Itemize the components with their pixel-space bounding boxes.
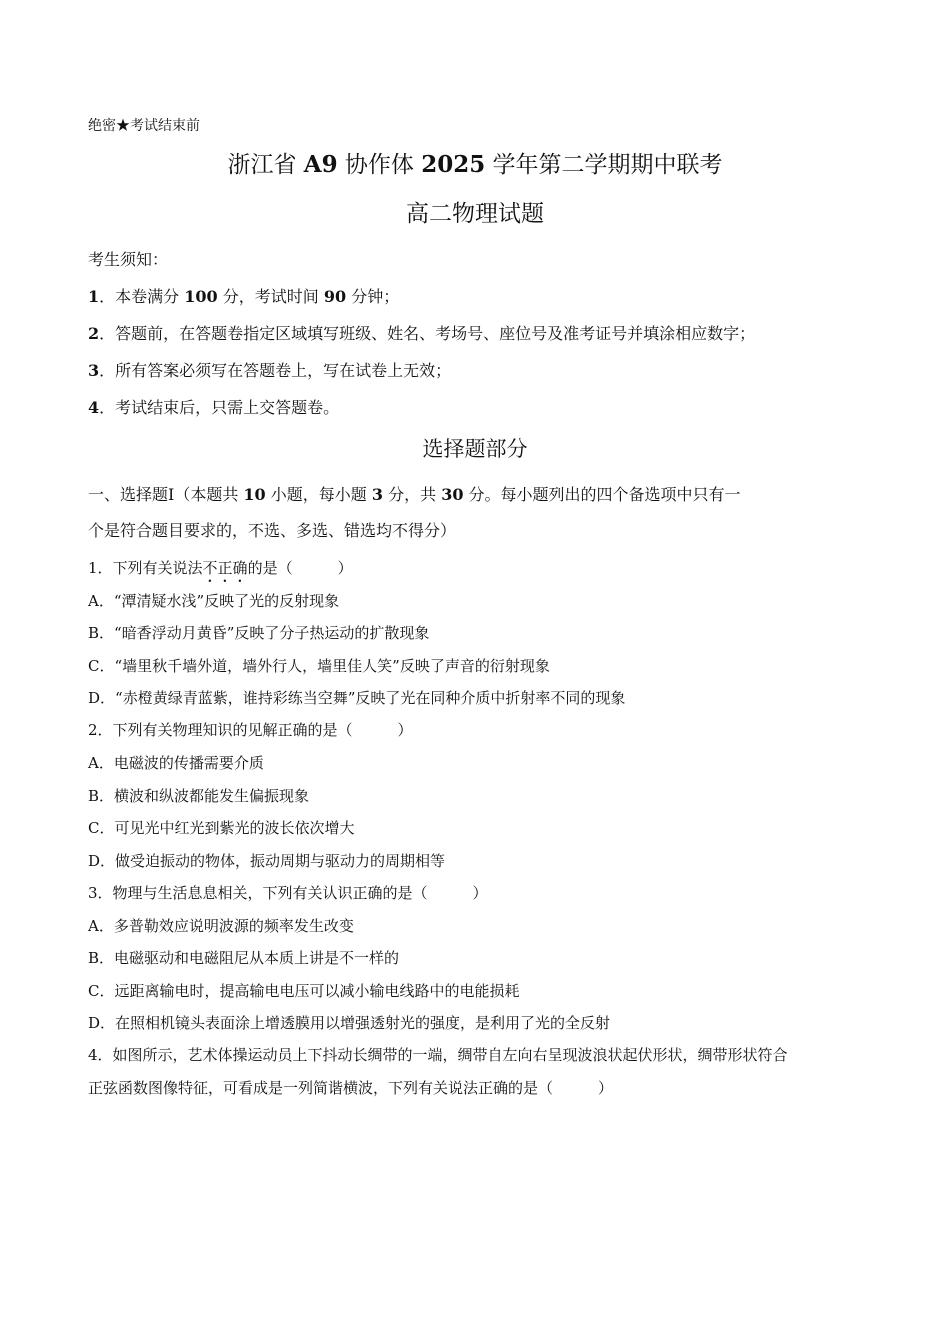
notice-text: 所有答案必须写在答题卷上，写在试卷上无效； xyxy=(115,361,452,380)
notice-sep: ． xyxy=(99,324,116,343)
notice-item-2 xyxy=(88,323,755,345)
notice-time: 90 xyxy=(323,287,347,306)
question-3-stem: 3．物理与生活息息相关，下列有关认识正确的是（ ） xyxy=(88,884,488,902)
notice-heading: 考生须知： xyxy=(88,250,169,269)
intro-text: 分，共 xyxy=(383,485,442,504)
title-prefix: 浙江省 xyxy=(227,152,304,178)
section-intro-line2: 个是符合题目要求的，不选、多选、错选均不得分） xyxy=(88,521,457,540)
question-4-stem-line1: 4．如图所示，艺术体操运动员上下抖动长绸带的一端，绸带自左向右呈现波浪状起伏形状，绸带形状符合 xyxy=(88,1046,788,1064)
notice-item-1 xyxy=(88,286,399,308)
notice-text: 分，考试时间 xyxy=(217,287,324,306)
question-3-option-b: B．电磁驱动和电磁阻尼从本质上讲是不一样的 xyxy=(88,949,400,967)
title-suffix: 学年第二学期期中联考 xyxy=(485,152,723,178)
stem-text: 的是（ ） xyxy=(247,559,353,577)
question-2-stem: 2．下列有关物理知识的见解正确的是（ ） xyxy=(88,721,413,739)
question-2-option-a: A．电磁波的传播需要介质 xyxy=(88,754,264,772)
intro-points: 3 xyxy=(371,485,384,504)
intro-text: 分。每小题列出的四个备选项中只有一 xyxy=(463,485,741,504)
question-3-option-c: C．远距离输电时，提高输电电压可以减小输电线路中的电能损耗 xyxy=(88,982,520,1000)
notice-item-3 xyxy=(88,360,451,382)
notice-score: 100 xyxy=(184,287,218,306)
question-1-option-a: A．“潭清疑水浅”反映了光的反射现象 xyxy=(88,592,340,610)
notice-sep: ． xyxy=(99,361,116,380)
question-2-option-c: C．可见光中红光到紫光的波长依次增大 xyxy=(88,819,355,837)
intro-text: 一、选择题Ⅰ（本题共 xyxy=(88,485,244,504)
notice-num: 1 xyxy=(88,287,100,306)
intro-total: 30 xyxy=(441,485,464,504)
title-mid: 协作体 xyxy=(337,152,422,178)
question-3-option-a: A．多普勒效应说明波源的频率发生改变 xyxy=(88,917,354,935)
section-intro-line1 xyxy=(88,484,741,506)
title-org: A9 xyxy=(303,151,338,178)
section-title: 选择题部分 xyxy=(422,437,528,461)
notice-text: 答题前，在答题卷指定区域填写班级、姓名、考场号、座位号及准考证号并填涂相应数字； xyxy=(115,324,756,343)
notice-num: 3 xyxy=(88,361,100,380)
notice-sep: ． xyxy=(99,287,116,306)
notice-sep: ． xyxy=(99,398,116,417)
question-1-option-d: D．“赤橙黄绿青蓝紫，谁持彩练当空舞”反映了光在同种介质中折射率不同的现象 xyxy=(88,689,626,707)
confidential-label: 绝密★考试结束前 xyxy=(88,118,200,134)
stem-text: 1．下列有关说法 xyxy=(88,559,203,577)
question-4-stem-line2: 正弦函数图像特征，可看成是一列简谐横波，下列有关说法正确的是（ ） xyxy=(88,1079,614,1097)
notice-text: 分钟； xyxy=(346,287,400,306)
title-year: 2025 xyxy=(421,151,486,178)
notice-num: 2 xyxy=(88,324,100,343)
notice-item-4 xyxy=(88,397,339,419)
intro-count: 10 xyxy=(243,485,266,504)
stem-emphasis: 不正确 xyxy=(202,559,248,577)
exam-title xyxy=(0,150,950,180)
intro-text: 小题，每小题 xyxy=(265,485,372,504)
notice-text: 考试结束后，只需上交答题卷。 xyxy=(115,398,340,417)
question-1-stem xyxy=(88,558,353,586)
exam-subtitle: 高二物理试题 xyxy=(406,201,544,227)
question-2-option-d: D．做受迫振动的物体，振动周期与驱动力的周期相等 xyxy=(88,852,446,870)
question-3-option-d: D．在照相机镜头表面涂上增透膜用以增强透射光的强度，是利用了光的全反射 xyxy=(88,1014,611,1032)
notice-num: 4 xyxy=(88,398,100,417)
question-1-option-c: C．“墙里秋千墙外道，墙外行人，墙里佳人笑”反映了声音的衍射现象 xyxy=(88,657,550,675)
question-2-option-b: B．横波和纵波都能发生偏振现象 xyxy=(88,787,310,805)
question-1-option-b: B．“暗香浮动月黄昏”反映了分子热运动的扩散现象 xyxy=(88,624,430,642)
notice-text: 本卷满分 xyxy=(115,287,185,306)
